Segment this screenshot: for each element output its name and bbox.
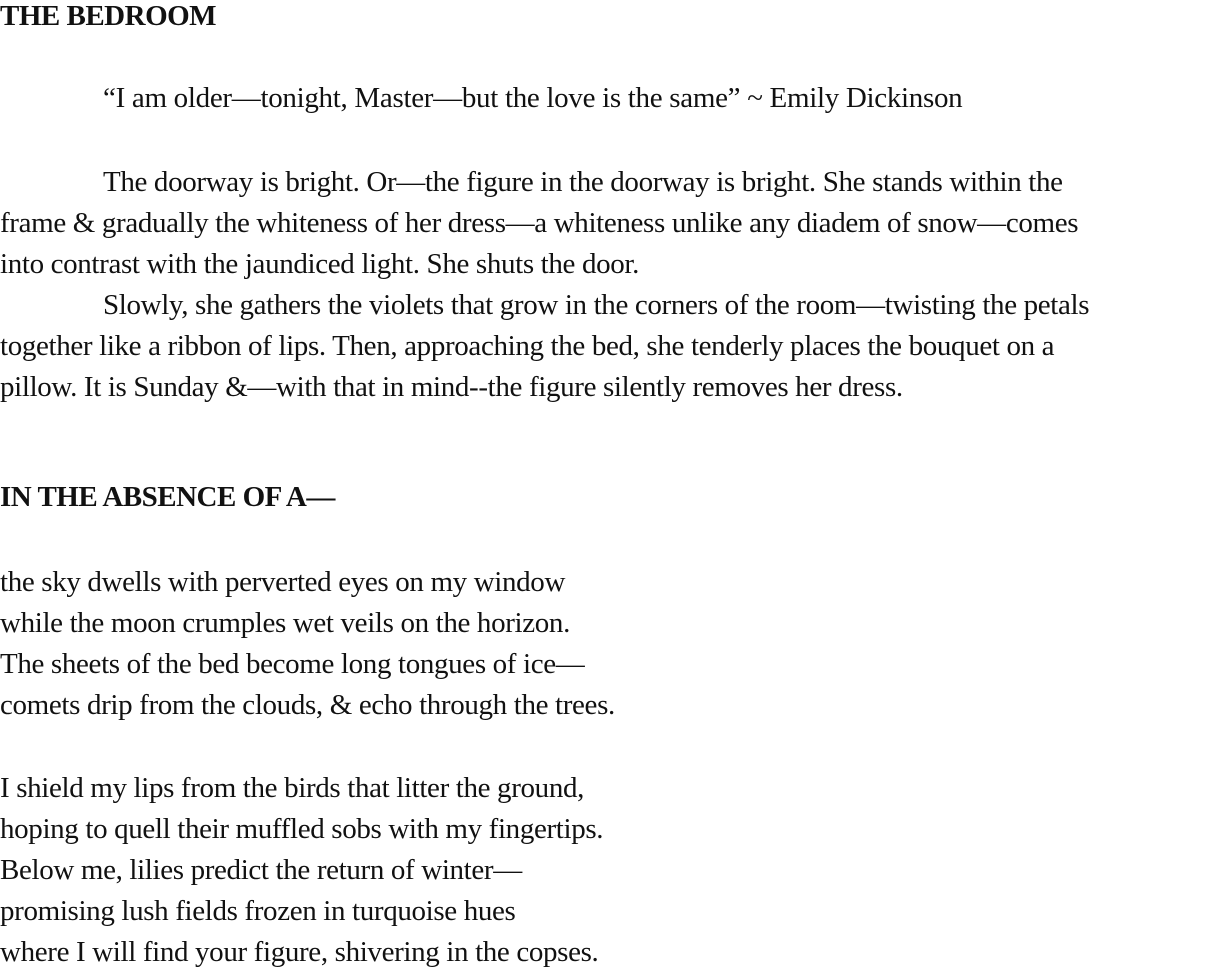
prose-line: The doorway is bright. Or—the figure in the doorway is bright. She stands within the [103, 166, 1063, 198]
poem-stanza-2 [0, 768, 603, 973]
poem-line: where I will find your figure, shivering in the copses. [0, 936, 599, 968]
prose-line: pillow. It is Sunday &—with that in mind--the figure silently removes her dress. [0, 371, 903, 403]
prose-line: Slowly, she gathers the violets that grow in the corners of the room—twisting the petals [103, 289, 1090, 321]
prose-line: together like a ribbon of lips. Then, approaching the bed, she tenderly places the bouquet on a [0, 330, 1055, 362]
poem-line: the sky dwells with perverted eyes on my window [0, 566, 566, 598]
poem-line: comets drip from the clouds, & echo through the trees. [0, 689, 615, 721]
poem-stanza-1 [0, 562, 615, 726]
prose-line: frame & gradually the whiteness of her dress—a whiteness unlike any diadem of snow—comes [0, 207, 1079, 239]
poem-line: promising lush fields frozen in turquoise hues [0, 895, 516, 927]
prose-paragraph-1 [0, 162, 1211, 285]
section-title-bedroom: THE BEDROOM [0, 0, 217, 32]
poem-line: while the moon crumples wet veils on the horizon. [0, 607, 570, 639]
epigraph: “I am older—tonight, Master—but the love is the same” ~ Emily Dickinson [103, 82, 963, 114]
poem-line: I shield my lips from the birds that litter the ground, [0, 772, 585, 804]
section-title-absence: IN THE ABSENCE OF A— [0, 481, 335, 513]
prose-line: into contrast with the jaundiced light. She shuts the door. [0, 248, 640, 280]
prose-paragraph-2 [0, 285, 1211, 408]
poem-line: Below me, lilies predict the return of winter— [0, 854, 522, 886]
poem-line: The sheets of the bed become long tongues of ice— [0, 648, 585, 680]
poem-line: hoping to quell their muffled sobs with my fingertips. [0, 813, 604, 845]
